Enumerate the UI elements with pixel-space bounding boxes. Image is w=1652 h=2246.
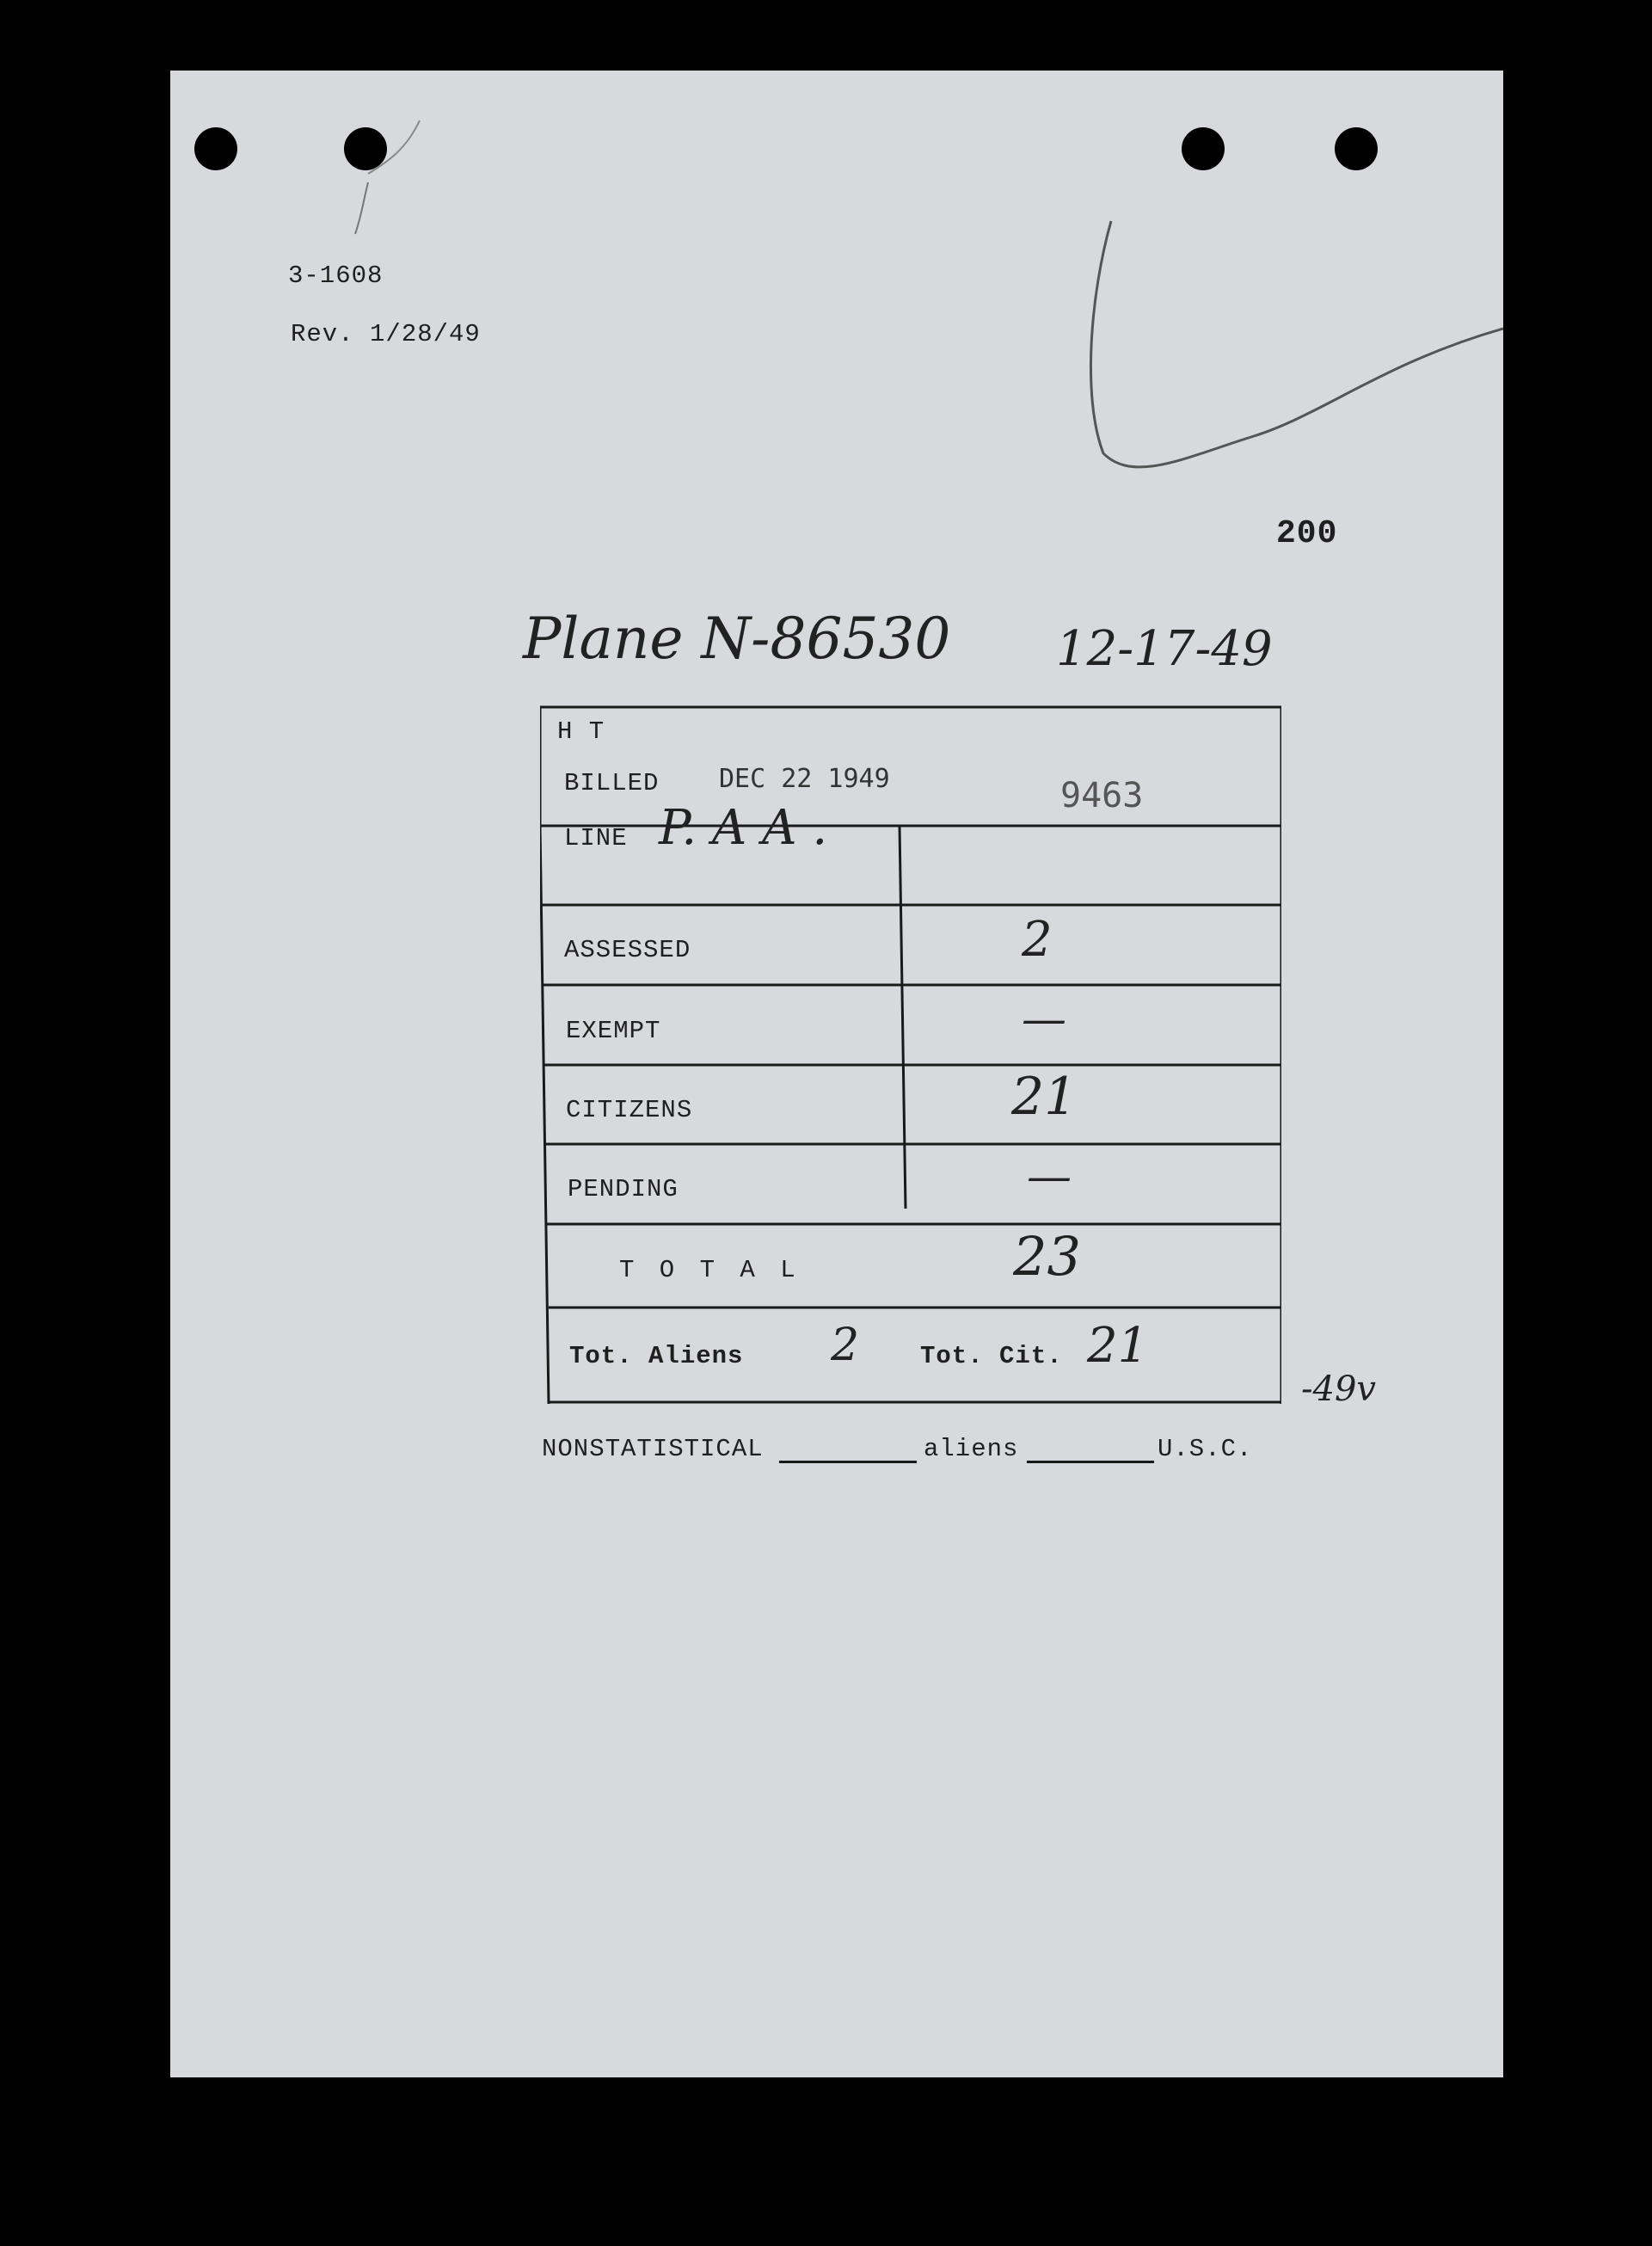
document-number-stamp: 9463 (1060, 776, 1144, 815)
pending-label: PENDING (568, 1175, 679, 1203)
total-aliens-label: Tot. Aliens (569, 1342, 744, 1370)
page-number: 200 (1276, 515, 1338, 552)
billed-date-stamp: DEC 22 1949 (719, 764, 890, 794)
form-grid-lines (540, 705, 1281, 1404)
passenger-tally-form (540, 705, 1281, 1404)
pen-check-mark (170, 71, 1503, 673)
total-citizens-value: 21 (1087, 1318, 1149, 1374)
revision-date: Rev. 1/28/49 (291, 320, 481, 348)
pending-value: — (1027, 1151, 1072, 1203)
form-number: 3-1608 (288, 262, 384, 290)
assessed-label: ASSESSED (564, 936, 691, 964)
exempt-label: EXEMPT (566, 1017, 661, 1045)
total-citizens-label: Tot. Cit. (920, 1342, 1063, 1370)
assessed-value: 2 (1022, 912, 1053, 968)
handwritten-date: 12-17-49 (1056, 621, 1273, 677)
exempt-value: — (1022, 994, 1066, 1045)
total-aliens-value: 2 (831, 1320, 860, 1371)
aliens-label: aliens (924, 1435, 1019, 1463)
line-value-handwritten: P. A A . (659, 800, 828, 856)
total-value: 23 (1013, 1225, 1081, 1288)
citizens-label: CITIZENS (566, 1096, 693, 1124)
line-label: LINE (564, 824, 628, 852)
billed-label: BILLED (564, 769, 660, 797)
handwritten-plane: Plane N-86530 (523, 606, 951, 672)
citizens-value: 21 (1011, 1067, 1078, 1127)
handwritten-margin-note: -49v (1301, 1369, 1377, 1409)
document-page (170, 71, 1503, 2077)
nonstatistical-aliens-blank (779, 1461, 917, 1463)
total-label: T O T A L (619, 1256, 801, 1284)
usc-label: U.S.C. (1158, 1435, 1253, 1463)
ht-label: H T (557, 717, 605, 746)
nonstatistical-usc-blank (1027, 1461, 1154, 1463)
nonstatistical-label: NONSTATISTICAL (542, 1435, 764, 1463)
